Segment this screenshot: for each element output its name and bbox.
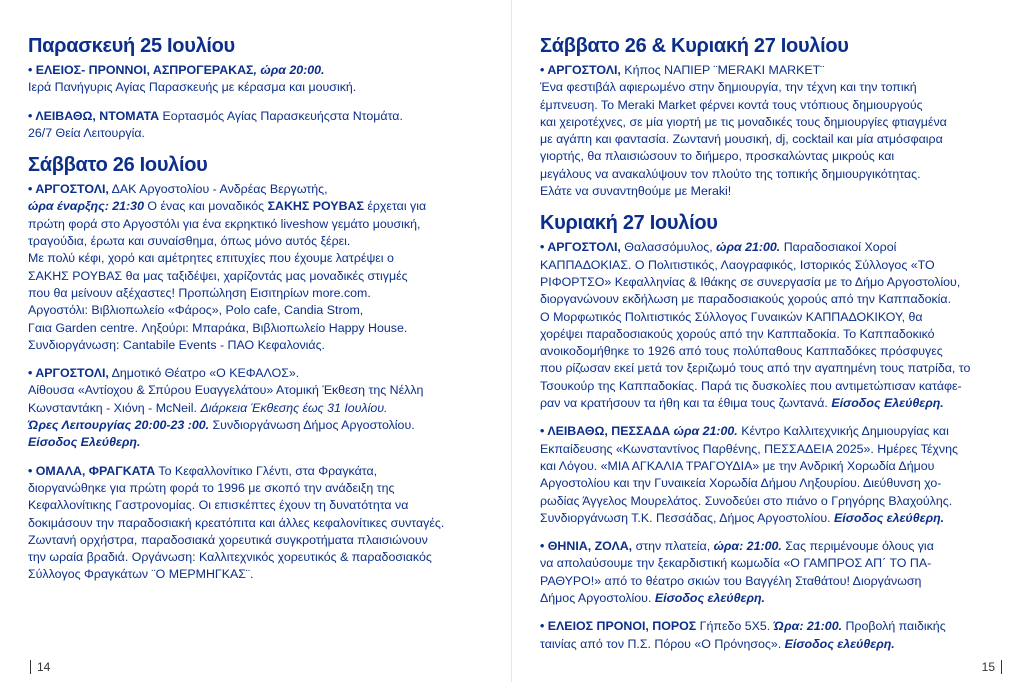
- event-line: [540, 555, 1000, 572]
- event-line: [28, 497, 486, 514]
- event-line: [28, 400, 486, 417]
- event-line: [28, 337, 486, 354]
- event-entry: [28, 365, 486, 451]
- event-entry: [540, 538, 1000, 607]
- event-text: που θα μείνουν αξέχαστες! Προπώληση Εισιτηρίων more.com.: [28, 285, 371, 300]
- event-text: Δήμος Αργοστολίου.: [540, 591, 655, 606]
- event-line: [28, 463, 486, 480]
- event-line: [28, 79, 486, 96]
- event-location: • ΘΗΝΙΑ, ΖΟΛΑ,: [540, 539, 633, 554]
- event-text: Γήπεδο 5Χ5.: [696, 619, 774, 634]
- event-entry: [28, 463, 486, 584]
- event-text: Παραδοσιακοί Χοροί: [780, 240, 897, 255]
- event-location: • ΕΛΕΙΟΣ- ΠΡΟΝΝΟΙ, ΑΣΠΡΟΓΕΡΑΚΑΣ: [28, 63, 254, 77]
- event-line: [540, 510, 1000, 527]
- event-entry: [28, 108, 486, 143]
- event-line: [540, 239, 1000, 256]
- event-time-note: Είσοδος ελεύθερη.: [834, 510, 945, 525]
- event-line: [28, 268, 486, 285]
- event-line: [540, 257, 1000, 274]
- event-line: [28, 108, 486, 125]
- event-line: [540, 493, 1000, 510]
- event-text: γιορτής, θα πλαισιώσουν το διήμερο, προσκαλώντας μικρούς και: [540, 149, 895, 164]
- day-heading: Σάββατο 26 & Κυριακή 27 Ιουλίου: [540, 35, 849, 57]
- event-text: Αίθουσα «Αντίοχου & Σπύρου Ευαγγελάτου» Ατομική Έκθεση της Νέλλη: [28, 383, 424, 398]
- event-line: [540, 274, 1000, 291]
- event-time-note: Ώρα: 21:00.: [773, 619, 843, 634]
- event-location: • ΑΡΓΟΣΤΟΛΙ,: [540, 63, 621, 77]
- page-number-right: 15: [982, 660, 1002, 674]
- event-line: [540, 538, 1000, 555]
- event-entry: [540, 62, 1000, 200]
- event-line: [28, 285, 486, 302]
- event-line: [540, 148, 1000, 165]
- event-line: [540, 183, 1000, 200]
- day-heading: Κυριακή 27 Ιουλίου: [540, 212, 718, 235]
- event-line: [540, 618, 1000, 635]
- event-text: 26/7 Θεία Λειτουργία.: [28, 125, 145, 140]
- event-text: ΣΑΚΗΣ ΡΟΥΒΑΣ θα μας ταξιδέψει, χαρίζοντάς μας μοναδικές στιγμές: [28, 268, 408, 283]
- event-text: Θαλασσόμυλος,: [620, 240, 717, 255]
- page-number-left: 14: [30, 660, 50, 674]
- event-line: [28, 365, 486, 382]
- event-entry: [28, 181, 486, 354]
- event-text: έρχεται για: [363, 199, 427, 214]
- event-line: [28, 320, 486, 337]
- event-line: [540, 590, 1000, 607]
- event-line: [28, 549, 486, 566]
- event-text: έμπνευση. Το Meraki Market φέρνει κοντά τους ντόπιους δημιουργούς: [540, 97, 923, 112]
- event-text: Ιερά Πανήγυρις Αγίας Παρασκευής με κέρασμα και μουσική.: [28, 80, 357, 95]
- event-line: [540, 378, 1000, 395]
- event-text: Κέντρο Καλλιτεχνικής Δημιουργίας και: [737, 424, 949, 439]
- event-text: πρώτη φορά στο Αργοστόλι για ένα εκρηκτικό liveshow γεμάτο μουσική,: [28, 216, 421, 231]
- event-text: διοργανώνουν εκδήλωση με παραδοσιακούς χορούς από την Καππαδοκία.: [540, 292, 952, 307]
- event-text: Ελάτε να συναντηθούμε με Meraki!: [540, 184, 732, 199]
- event-line: [540, 114, 1000, 131]
- event-text: Σας περιμένουμε όλους για: [781, 539, 934, 554]
- left-page-content: [28, 34, 486, 595]
- event-text: διοργανώθηκε για πρώτη φορά το 1996 με σκοπό την ανάδειξη της: [28, 480, 395, 495]
- event-line: [28, 480, 486, 497]
- event-text: Γαια Garden centre. Ληξούρι: Μπαράκα, Βιβλιοπωλείο Happy House.: [28, 320, 408, 335]
- event-line: [28, 216, 486, 233]
- event-line: [28, 250, 486, 267]
- event-line: [28, 515, 486, 532]
- event-text: ταινίας από τον Π.Σ. Πόρου «Ο Πρόνησος».: [540, 636, 785, 651]
- event-line: [540, 309, 1000, 326]
- right-page-content: [540, 34, 1000, 664]
- event-text: Συνδιοργάνωση Τ.Κ. Πεσσάδας, Δήμος Αργοστολίου.: [540, 510, 835, 525]
- event-text: Συνδιοργάνωση Δήμος Αργοστολίου.: [209, 418, 415, 433]
- event-text: Τσουκούρ της Καππαδοκίας. Παρά τις δυσκολίες που αντιμετώπισαν κατάφε-: [540, 378, 962, 393]
- event-location: • ΛΕΙΒΑΘΩ, ΝΤΟΜΑΤΑ: [28, 108, 160, 123]
- event-entry: [540, 618, 1000, 653]
- event-line: [540, 343, 1000, 360]
- event-text: και Λόγου. «ΜΙΑ ΑΓΚΑΛΙΑ ΤΡΑΓΟΥΔΙΑ» με την Ανδρική Χορωδία Δήμου: [540, 458, 935, 473]
- event-line: [540, 326, 1000, 343]
- event-text: Προβολή παιδικής: [842, 619, 946, 634]
- event-time-note: Ώρες Λειτουργίας 20:00-23 :00.: [28, 418, 210, 433]
- event-time-note: ώρα 21:00.: [670, 424, 738, 439]
- day-heading: Παρασκευή 25 Ιουλίου: [28, 35, 235, 57]
- event-line: [540, 395, 1000, 412]
- event-text: ΚΑΠΠΑΔΟΚΙΑΣ. Ο Πολιτιστικός, Λαογραφικός, Ιστορικός Σύλλογος «ΤΟ: [540, 257, 935, 272]
- event-line: [28, 233, 486, 250]
- event-text: ρωδίας Άγγελος Μουρελάτος. Συνοδεύει στο πιάνο ο Γρηγόρης Βλαχούλης.: [540, 493, 953, 508]
- event-text: μεγάλους να ανακαλύψουν τον πλούτο της τοπικής δημιουργικότητας.: [540, 166, 921, 181]
- event-text: Με πολύ κέφι, χορό και αμέτρητες επιτυχίες που έχουμε λατρέψει ο: [28, 251, 394, 266]
- event-line: [28, 566, 486, 583]
- event-entry: [28, 62, 486, 97]
- event-text: Κωνσταντάκη - Χιόνη - McNeil.: [28, 400, 201, 415]
- event-line: [540, 131, 1000, 148]
- right-page: [512, 0, 1024, 682]
- event-text: ΡΑΘΥΡΟ!» από το θέατρο σκιών του Βαγγέλη Σταθάτου! Διοργάνωση: [540, 573, 922, 588]
- day-heading: Σάββατο 26 Ιουλίου: [28, 154, 208, 177]
- event-line: [540, 97, 1000, 114]
- event-line: [540, 636, 1000, 653]
- event-line: [28, 62, 486, 79]
- event-text: που ρίζωσαν εκεί μετά τον ξεριζωμό τους από την αγαπημένη τους πατρίδα, το: [540, 361, 971, 376]
- event-text: Κεφαλλονίτικης Γαστρονομίας. Οι επισκέπτες έχουν τη δυνατότητα να: [28, 498, 409, 513]
- event-line: [540, 360, 1000, 377]
- event-line: [28, 198, 486, 215]
- event-line: [540, 458, 1000, 475]
- event-text: ΔΑΚ Αργοστολίου - Ανδρέας Βεργωτής,: [108, 182, 328, 197]
- event-location: • ΑΡΓΟΣΤΟΛΙ,: [28, 182, 109, 197]
- event-text: Αργοστολίου και την Γυναικεία Χορωδία Δήμου Ληξουρίου. Διεύθυνση χο-: [540, 476, 942, 491]
- event-text: με αγάπη και φαντασία. Ζωντανή μουσική, dj, cocktail και μία ατμόσφαιρα: [540, 132, 943, 147]
- event-time-note: , ώρα 20:00.: [253, 63, 325, 77]
- event-text: ΡΙΦΟΡΤΣΟ» Κεφαλληνίας & Ιθάκης σε συνεργασία με το Δήμο Αργοστολίου,: [540, 274, 961, 289]
- event-text: Ένα φεστιβάλ αφιερωμένο στην δημιουργία, την τέχνη και την τοπική: [540, 80, 917, 95]
- event-text: στην πλατεία,: [632, 539, 714, 554]
- event-location: ΣΑΚΗΣ ΡΟΥΒΑΣ: [267, 199, 364, 214]
- event-location: • ΑΡΓΟΣΤΟΛΙ,: [540, 240, 621, 255]
- event-time-note: Είσοδος ελεύθερη.: [654, 591, 765, 606]
- event-text: Δημοτικό Θέατρο «Ο ΚΕΦΑΛΟΣ».: [108, 366, 300, 381]
- event-text: Ζωντανή ορχήστρα, παραδοσιακά χορευτικά συγκροτήματα πλαισιώνουν: [28, 532, 428, 547]
- event-time-note: ώρα 21:00.: [716, 240, 781, 255]
- event-line: [540, 62, 1000, 79]
- event-text: Εκπαίδευσης «Κωνσταντίνος Παρθένης, ΠΕΣΣΑΔΕΙΑ 2025». Ημέρες Τέχνης: [540, 441, 958, 456]
- event-text: ραν να κρατήσουν τα ήθη και τα έθιμα τους ζωντανά.: [540, 396, 832, 411]
- event-text: δοκιμάσουν την παραδοσιακή κρεατόπιτα και άλλες κεφαλονίτικες συνταγές.: [28, 515, 445, 530]
- event-text: να απολαύσουμε την ξεκαρδιστική κωμωδία «Ο ΓΑΜΠΡΟΣ ΑΠ΄ ΤΟ ΠΑ-: [540, 556, 932, 571]
- event-line: [28, 125, 486, 142]
- event-entry: [540, 423, 1000, 527]
- event-text: τραγούδια, έρωτα και συναίσθημα, όπως μόνο αυτός ξέρει.: [28, 234, 351, 249]
- event-line: [28, 181, 486, 198]
- event-italic-text: Διάρκεια Έκθεσης έως 31 Ιουλίου.: [200, 400, 388, 415]
- event-line: [28, 434, 486, 451]
- event-entry: [540, 239, 1000, 412]
- event-line: [540, 441, 1000, 458]
- event-line: [540, 166, 1000, 183]
- event-text: Εορτασμός Αγίας Παρασκευήςστα Ντομάτα.: [159, 108, 403, 123]
- event-time-note: Είσοδος ελεύθερη.: [784, 636, 895, 651]
- event-text: Το Κεφαλλονίτικο Γλέντι, στα Φραγκάτα,: [155, 463, 378, 478]
- event-text: Ο ένας και μοναδικός: [143, 199, 268, 214]
- event-location: • ΟΜΑΛΑ, ΦΡΑΓΚΑΤΑ: [28, 463, 156, 478]
- event-text: Αργοστόλι: Βιβλιοπωλείο «Φάρος», Polo cafe, Candia Strom,: [28, 303, 364, 318]
- event-time-note: Είσοδος Ελεύθερη.: [28, 435, 141, 450]
- event-line: [28, 382, 486, 399]
- event-location: • ΑΡΓΟΣΤΟΛΙ,: [28, 366, 109, 381]
- event-location: • ΛΕΙΒΑΘΩ, ΠΕΣΣΑΔΑ: [540, 424, 671, 439]
- event-line: [28, 417, 486, 434]
- event-line: [540, 423, 1000, 440]
- event-line: [540, 573, 1000, 590]
- event-text: Σύλλογος Φραγκάτων ¨Ο ΜΕΡΜΗΓΚΑΣ¨.: [28, 567, 254, 582]
- event-line: [28, 532, 486, 549]
- event-text: χορέψει παραδοσιακούς χορούς από την Καππαδοκία. Το Καππαδοκικό: [540, 326, 935, 341]
- event-line: [28, 302, 486, 319]
- event-text: την ωραία βραδιά. Οργάνωση: Καλλιτεχνικός χορευτικός & παραδοσιακός: [28, 550, 432, 565]
- event-line: [540, 475, 1000, 492]
- event-text: Κήπος ΝΑΠΙΕΡ ¨MERAKI MARKET¨: [620, 63, 825, 77]
- event-text: και χειροτέχνες, σε μία γιορτή με τις μοναδικές τους δημιουργίες φτιαγμένα: [540, 114, 947, 129]
- event-location: • ΕΛΕΙΟΣ ΠΡΟΝΟΙ, ΠΟΡΟΣ: [540, 619, 697, 634]
- event-text: Ο Μορφωτικός Πολιτιστικός Σύλλογος Γυναικών ΚΑΠΠΑΔΟΚΙΚΟΥ, θα: [540, 309, 923, 324]
- event-text: ανοικοδομήθηκε το 1926 από τους πολύπαθους Καππαδόκες πρόσφυγες: [540, 344, 943, 359]
- event-time-note: Είσοδος Ελεύθερη.: [831, 396, 944, 411]
- event-line: [540, 291, 1000, 308]
- event-line: [540, 79, 1000, 96]
- event-time-note: ώρα: 21:00.: [713, 539, 782, 554]
- event-text: Συνδιοργάνωση: Cantabile Events - ΠΑΟ Κεφαλονιάς.: [28, 337, 325, 352]
- event-time-note: ώρα έναρξης: 21:30: [28, 199, 144, 214]
